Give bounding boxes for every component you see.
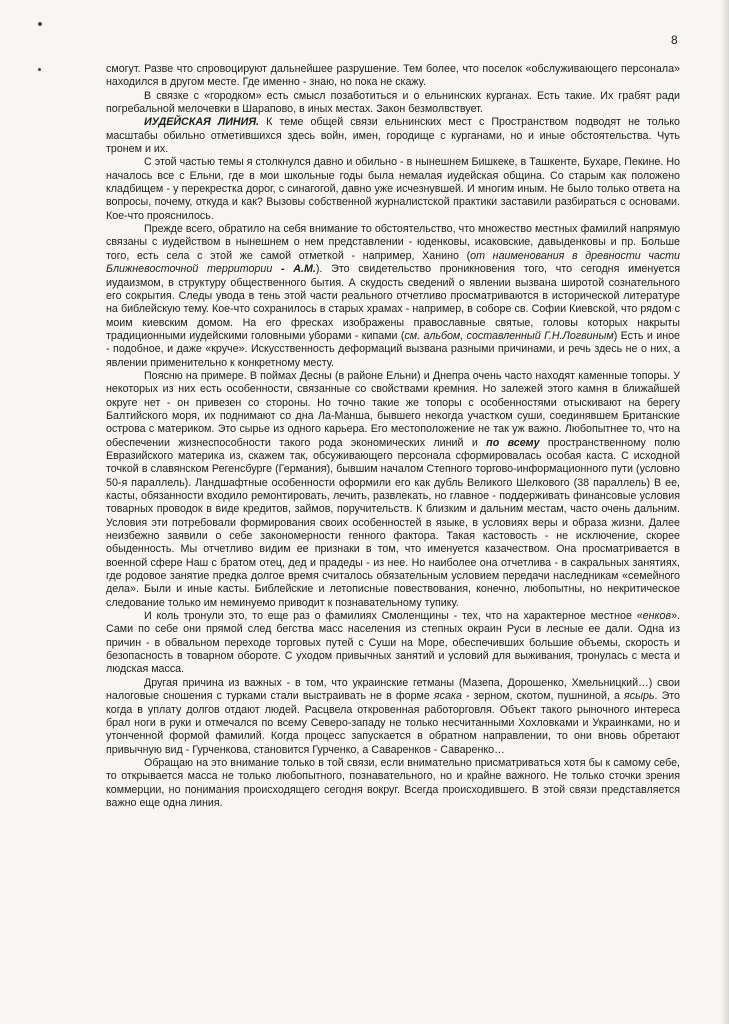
paragraph-text: К теме общей связи ельнинских мест с Пространством подводят не только масштабы обильно отметившихся здесь войн, имен, городище с курганами, но и иные обстоятельства. Чуть тронем и их. <box>106 116 681 156</box>
paragraph <box>106 370 680 610</box>
italic-text: от наименования в древности части Ближневосточной территории <box>106 249 680 276</box>
paragraph-text: ». Сами по себе они прямой след бегства масс населения из степных окраин Руси в лесные ее дали. Одна из причин - в обвальном переходе торговых путей с Суши на Море, обеспечивших большие объемы, скорость и безопасность в товарном обороте. С уходом привычных занятий и условий для выживания, тронулась с места и людская масса. <box>106 610 680 676</box>
paragraph <box>106 677 680 757</box>
paragraph-text: - зерном, скотом, пушниной, а <box>461 690 625 703</box>
italic-text: ясака <box>433 690 462 703</box>
section-heading: ИУДЕЙСКАЯ ЛИНИЯ. <box>144 116 260 129</box>
paragraph: В связке с «городком» есть смысл позаботиться и о ельнинских курганах. Есть такие. Их грабят ради погребальной мелочевки в Шарапово, в иных местах. Закон безмолвствует. <box>106 89 680 116</box>
paragraph: Обращаю на это внимание только в той связи, если внимательно присматриваться хотя бы к самому себе, то открывается масса не только любопытного, познавательного, но и крайне важного. Не только сточки зрения коммерции, но понимания происходящего сегодня вокруг. Всегда происходившего. В этой связи представляется важно еще одна линия. <box>106 756 680 809</box>
paragraph-text: ) Есть и иное - подобное, и даже «круче». Искусственность деформаций вызвана разными причинами, и речь здесь не о них, а явлении применительно к конкретному месту. <box>106 329 680 369</box>
paragraph-text: И коль тронули это, то еще раз о фамилиях Смоленщины - тех, что на характерное местное « <box>144 610 643 623</box>
paragraph-text: Поясню на примере. В поймах Десны (в районе Ельни) и Днепра очень часто находят каменные топоры. У некоторых из них есть особенности, связанные со свойствами кремния. Но залежей этого камня в ближайшей округе нет - он привезен со стороны. Но точно такие же топоры с особенностями отыскивают на берегу Балтийского моря, их поднимают со дна Ла-Манша, бывшего некогда участком суши, соединявшем Британские острова с материком. Это сырье из одного карьера. Его местоположение не так уж важно. Любопытнее то, что на обеспечении жизнеспособности такого рода экономических линий и <box>106 369 680 449</box>
paragraph: смогут. Разве что спровоцируют дальнейшее разрушение. Тем более, что поселок «обслуживающего персонала» находился в другом месте. Где именно - знаю, но пока не скажу. <box>106 63 680 89</box>
paragraph-text: Прежде всего, обратило на себя внимание то обстоятельство, что множество местных фамилий напрямую связаны с иудейством в нынешнем о нем представлении - юденковы, исаковские, давыденковы и пр. Больше того, есть села с этой же самой отметкой - например, Ханино ( <box>106 223 680 262</box>
scan-speck <box>38 68 41 71</box>
paragraph: С этой частью темы я столкнулся давно и обильно - в нынешнем Бишкеке, в Ташкенте, Бухаре, Пекине. Но началось все с Ельни, где в мои школьные годы была немалая иудейская община. Со старым как положено кладбищем - у перекрестка дорог, с синагогой, давно уже исчезнувшей. И многим иным. Не было только ответа на вопросы, почему, откуда и как? Вызовы собственной журналистской практики заставили разбираться с основами. Кое-что прояснилось. <box>106 156 680 222</box>
paragraph-text: . Это когда в уплату долгов отдают людей. Расцвела откровенная работорговля. Объект такого рыночного интереса брал ноги в руки и отмечался по всему Северо-западу не только несчитанными Хохловками и Украинками, но и утонченной формой фамилий. Когда процесс запускается в обратном направлении, то они вновь обретают привычную вид - Гурченкова, становится Гурченко, а Саваренков - Саваренко… <box>106 690 680 756</box>
document-body <box>106 63 680 810</box>
scan-shadow-edge <box>721 0 729 1024</box>
italic-text: ясырь <box>624 690 655 703</box>
author-initials: - А.М. <box>272 263 316 276</box>
paragraph <box>106 610 680 677</box>
paragraph <box>106 223 680 370</box>
page-number: 8 <box>671 33 678 47</box>
italic-text: енков <box>642 610 672 623</box>
paragraph-text: Другая причина из важных - в том, что украинские гетманы (Мазепа, Дорошенко, Хмельницкий…) свои налоговые сношения с турками стали выстраивать не в форме <box>106 676 680 703</box>
bold-italic-text: по всему <box>486 436 540 449</box>
paragraph-text: ). Это свидетельство проникновения того, что сегодня именуется иудаизмом, в структуру общественного бытия. А скудость сведений о явлении вызвана широтой сознательного его сокрытия. Следы увода в тень этой части реального отчетливо просматриваются в исторической литературе на библейскую тему. Кое-что сохранилось в старых храмах - например, в соборе св. Софии Киевской, что рядом с моим киевским домом. На его фресках изображены православные святые, головы которых накрыты традиционными иудейскими головными уборами - кипами ( <box>106 263 680 342</box>
paragraph <box>106 116 680 156</box>
paragraph-text: пространственному полю Евразийского материка из, скажем так, обсуживающего персонала сформировалась особая каста. С исходной точкой в славянском Регенсбурге (Германия), бывшим началом Степного торгово-информационного пути (условно 50-я параллель). Ландшафтные особенности оформили его как дубль Великого Шелкового (38 параллель) В ее, касты, обязанности входило ремонтировать, лечить, развлекать, но главное - поддерживать финансовые условия товарных проводок в виде кредитов, займов, поручительств. К близким и дальним местам, часто очень дальним. Условия эти потребовали формирования своих особенностей в языке, в условиях веры и образа жизни. Далее неизбежно заявили о себе закономерности генного фактора. Такая кастовость - не исключение, скорее обыденность. Мы отчетливо видим ее признаки в том, что именуется казачеством. Она просматривается в военной сфере Наш с братом отец, дед и прадеды - из нее. Но наиболее она отчетлива - в сакральных занятиях, где родовое занятие предка долгое время считалось обязательным условием передачи наследникам «семейного дела». Были и иные касты. Библейские и летописные повествования, конечно, любопытны, но некритическое следование только им неминуемо приводит к познавательному тупику. <box>106 436 681 609</box>
italic-text: см. альбом, составленный Г.Н.Логвиным <box>404 329 614 342</box>
scan-speck <box>38 22 42 26</box>
